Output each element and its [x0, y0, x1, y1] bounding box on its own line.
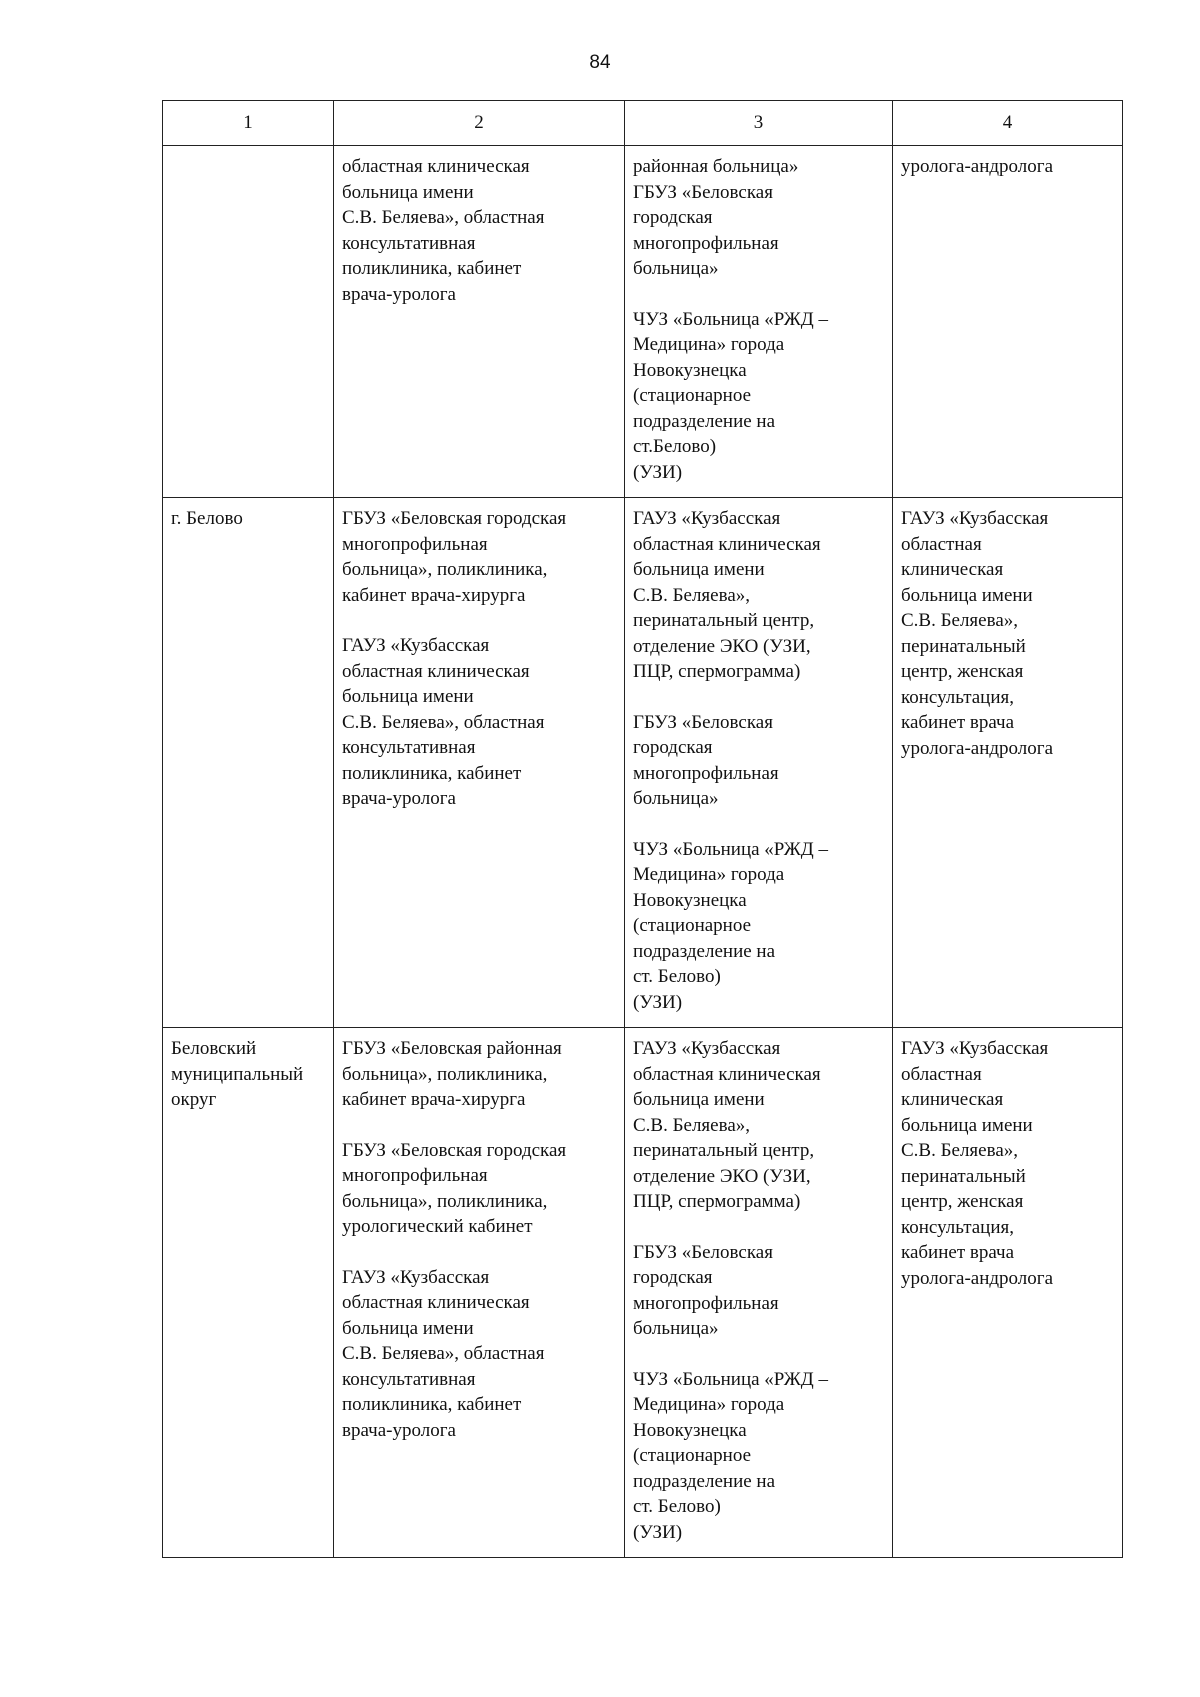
cell-territory [163, 146, 334, 498]
cell-paragraph: ГБУЗ «Беловская городская многопрофильная больница», поликлиника, кабинет врача-хирурга [342, 508, 567, 606]
cell-paragraph: ГАУЗ «Кузбасская областная клиническая больница имени С.В. Беляева», перинатальный центр, отделение ЭКО (УЗИ, ПЦР, спермограмма) [633, 1038, 821, 1212]
header-row [163, 101, 1123, 146]
cell-third-level [893, 498, 1123, 1028]
cell-second-level [625, 498, 893, 1028]
cell-paragraph: ГАУЗ «Кузбасская областная клиническая больница имени С.В. Беляева», перинатальный центр, отделение ЭКО (УЗИ, ПЦР, спермограмма) [633, 508, 821, 682]
cell-paragraph: ГАУЗ «Кузбасская областная клиническая больница имени С.В. Беляева», областная консультативная поликлиника, кабинет врача-уролога [342, 1266, 545, 1441]
cell-paragraph: г. Белово [171, 508, 243, 529]
cell-first-level [334, 498, 625, 1028]
cell-third-level [893, 146, 1123, 498]
document-table [162, 100, 1123, 1558]
cell-paragraph: Беловский муниципальный округ [171, 1038, 304, 1110]
cell-paragraph: областная клиническая больница имени С.В. Беляева», областная консультативная поликлиника, кабинет врача-уролога [342, 156, 545, 305]
cell-paragraph: ГБУЗ «Беловская городская многопрофильная больница» [633, 711, 779, 809]
cell-paragraph: ГБУЗ «Беловская городская многопрофильная больница» [633, 1241, 779, 1339]
cell-territory [163, 498, 334, 1028]
cell-second-level [625, 146, 893, 498]
column-header-2: 2 [334, 101, 625, 146]
cell-paragraph: ГАУЗ «Кузбасская областная клиническая больница имени С.В. Беляева», областная консультативная поликлиника, кабинет врача-уролога [342, 635, 545, 809]
page-number: 84 [589, 52, 611, 73]
cell-paragraph: ГБУЗ «Беловская городская многопрофильная больница», поликлиника, урологический кабинет [342, 1139, 567, 1237]
column-header-4: 4 [893, 101, 1123, 146]
table-row [163, 1028, 1123, 1558]
cell-paragraph: ГАУЗ «Кузбасская областная клиническая больница имени С.В. Беляева», перинатальный центр, женская консультация, кабинет врача уролога-андролога [901, 508, 1054, 759]
cell-paragraph: уролога-андролога [901, 156, 1054, 177]
cell-paragraph: ЧУЗ «Больница «РЖД – Медицина» города Новокузнецка (стационарное подразделение на ст.Белово) (УЗИ) [633, 308, 828, 483]
cell-paragraph: районная больница» ГБУЗ «Беловская городская многопрофильная больница» [633, 156, 799, 279]
cell-first-level [334, 1028, 625, 1558]
cell-territory [163, 1028, 334, 1558]
cell-paragraph: ЧУЗ «Больница «РЖД – Медицина» города Новокузнецка (стационарное подразделение на ст. Белово) (УЗИ) [633, 838, 828, 1013]
cell-second-level [625, 1028, 893, 1558]
column-header-3: 3 [625, 101, 893, 146]
cell-paragraph: ГБУЗ «Беловская районная больница», поликлиника, кабинет врача-хирурга [342, 1038, 562, 1110]
cell-first-level [334, 146, 625, 498]
table-row [163, 146, 1123, 498]
cell-paragraph: ГАУЗ «Кузбасская областная клиническая больница имени С.В. Беляева», перинатальный центр, женская консультация, кабинет врача уролога-андролога [901, 1038, 1054, 1289]
cell-paragraph: ЧУЗ «Больница «РЖД – Медицина» города Новокузнецка (стационарное подразделение на ст. Белово) (УЗИ) [633, 1368, 828, 1543]
table-row [163, 498, 1123, 1028]
cell-third-level [893, 1028, 1123, 1558]
column-header-1: 1 [163, 101, 334, 146]
